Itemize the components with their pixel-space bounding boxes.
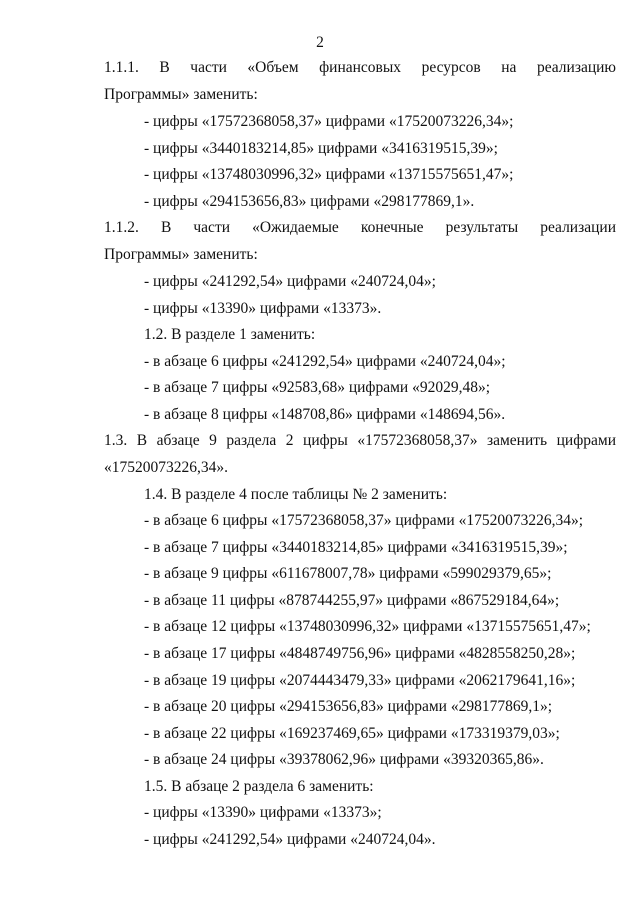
list-item: - цифры «13390» цифрами «13373». — [144, 300, 382, 317]
list-item: - цифры «17572368058,37» цифрами «17520073226,34»; — [144, 113, 514, 130]
list-item: - в абзаце 12 цифры «13748030996,32» цифрами «13715575651,47»; — [144, 618, 591, 635]
list-item: - в абзаце 8 цифры «148708,86» цифрами «148694,56». — [144, 406, 506, 423]
section-heading-1-4: 1.4. В разделе 4 после таблицы № 2 заменить: — [144, 486, 448, 503]
paragraph-1-1-1-line-1: 1.1.1. В части «Объем финансовых ресурсов на реализацию — [104, 59, 616, 76]
list-item: - цифры «294153656,83» цифрами «298177869,1». — [144, 193, 475, 210]
list-item: - в абзаце 7 цифры «92583,68» цифрами «92029,48»; — [144, 379, 491, 396]
paragraph-1-1-2-line-2: Программы» заменить: — [104, 245, 258, 263]
paragraph-1-1-2 — [104, 215, 616, 268]
list-item: - цифры «13390» цифрами «13373»; — [144, 804, 382, 821]
paragraph-1-3 — [104, 428, 616, 481]
list-item: - цифры «3440183214,85» цифрами «3416319515,39»; — [144, 140, 498, 157]
section-heading-1-5: 1.5. В абзаце 2 раздела 6 заменить: — [144, 778, 374, 795]
list-item: - цифры «13748030996,32» цифрами «13715575651,47»; — [144, 166, 514, 183]
list-item: - цифры «241292,54» цифрами «240724,04»; — [144, 273, 436, 290]
section-heading-1-2: 1.2. В разделе 1 заменить: — [144, 326, 316, 343]
page-number: 2 — [316, 34, 324, 51]
paragraph-1-1-2-line-1: 1.1.2. В части «Ожидаемые конечные результаты реализации — [104, 219, 616, 236]
list-item: - в абзаце 9 цифры «611678007,78» цифрами «599029379,65»; — [144, 565, 552, 582]
list-item: - в абзаце 6 цифры «241292,54» цифрами «240724,04»; — [144, 353, 506, 370]
list-item: - в абзаце 19 цифры «2074443479,33» цифрами «2062179641,16»; — [144, 672, 576, 689]
list-item: - в абзаце 22 цифры «169237469,65» цифрами «173319379,03»; — [144, 725, 560, 742]
paragraph-1-3-line-2: «17520073226,34». — [104, 458, 228, 476]
list-item: - в абзаце 7 цифры «3440183214,85» цифрами «3416319515,39»; — [144, 539, 568, 556]
list-item: - цифры «241292,54» цифрами «240724,04». — [144, 831, 436, 848]
list-item: - в абзаце 11 цифры «878744255,97» цифрами «867529184,64»; — [144, 592, 560, 609]
list-item: - в абзаце 6 цифры «17572368058,37» цифрами «17520073226,34»; — [144, 512, 584, 529]
list-item: - в абзаце 24 цифры «39378062,96» цифрами «39320365,86». — [144, 751, 544, 768]
paragraph-1-1-1-line-2: Программы» заменить: — [104, 85, 258, 103]
list-item: - в абзаце 20 цифры «294153656,83» цифрами «298177869,1»; — [144, 698, 553, 715]
paragraph-1-1-1 — [104, 55, 616, 108]
paragraph-1-3-line-1: 1.3. В абзаце 9 раздела 2 цифры «17572368058,37» заменить цифрами — [104, 432, 616, 449]
list-item: - в абзаце 17 цифры «4848749756,96» цифрами «4828558250,28»; — [144, 645, 576, 662]
